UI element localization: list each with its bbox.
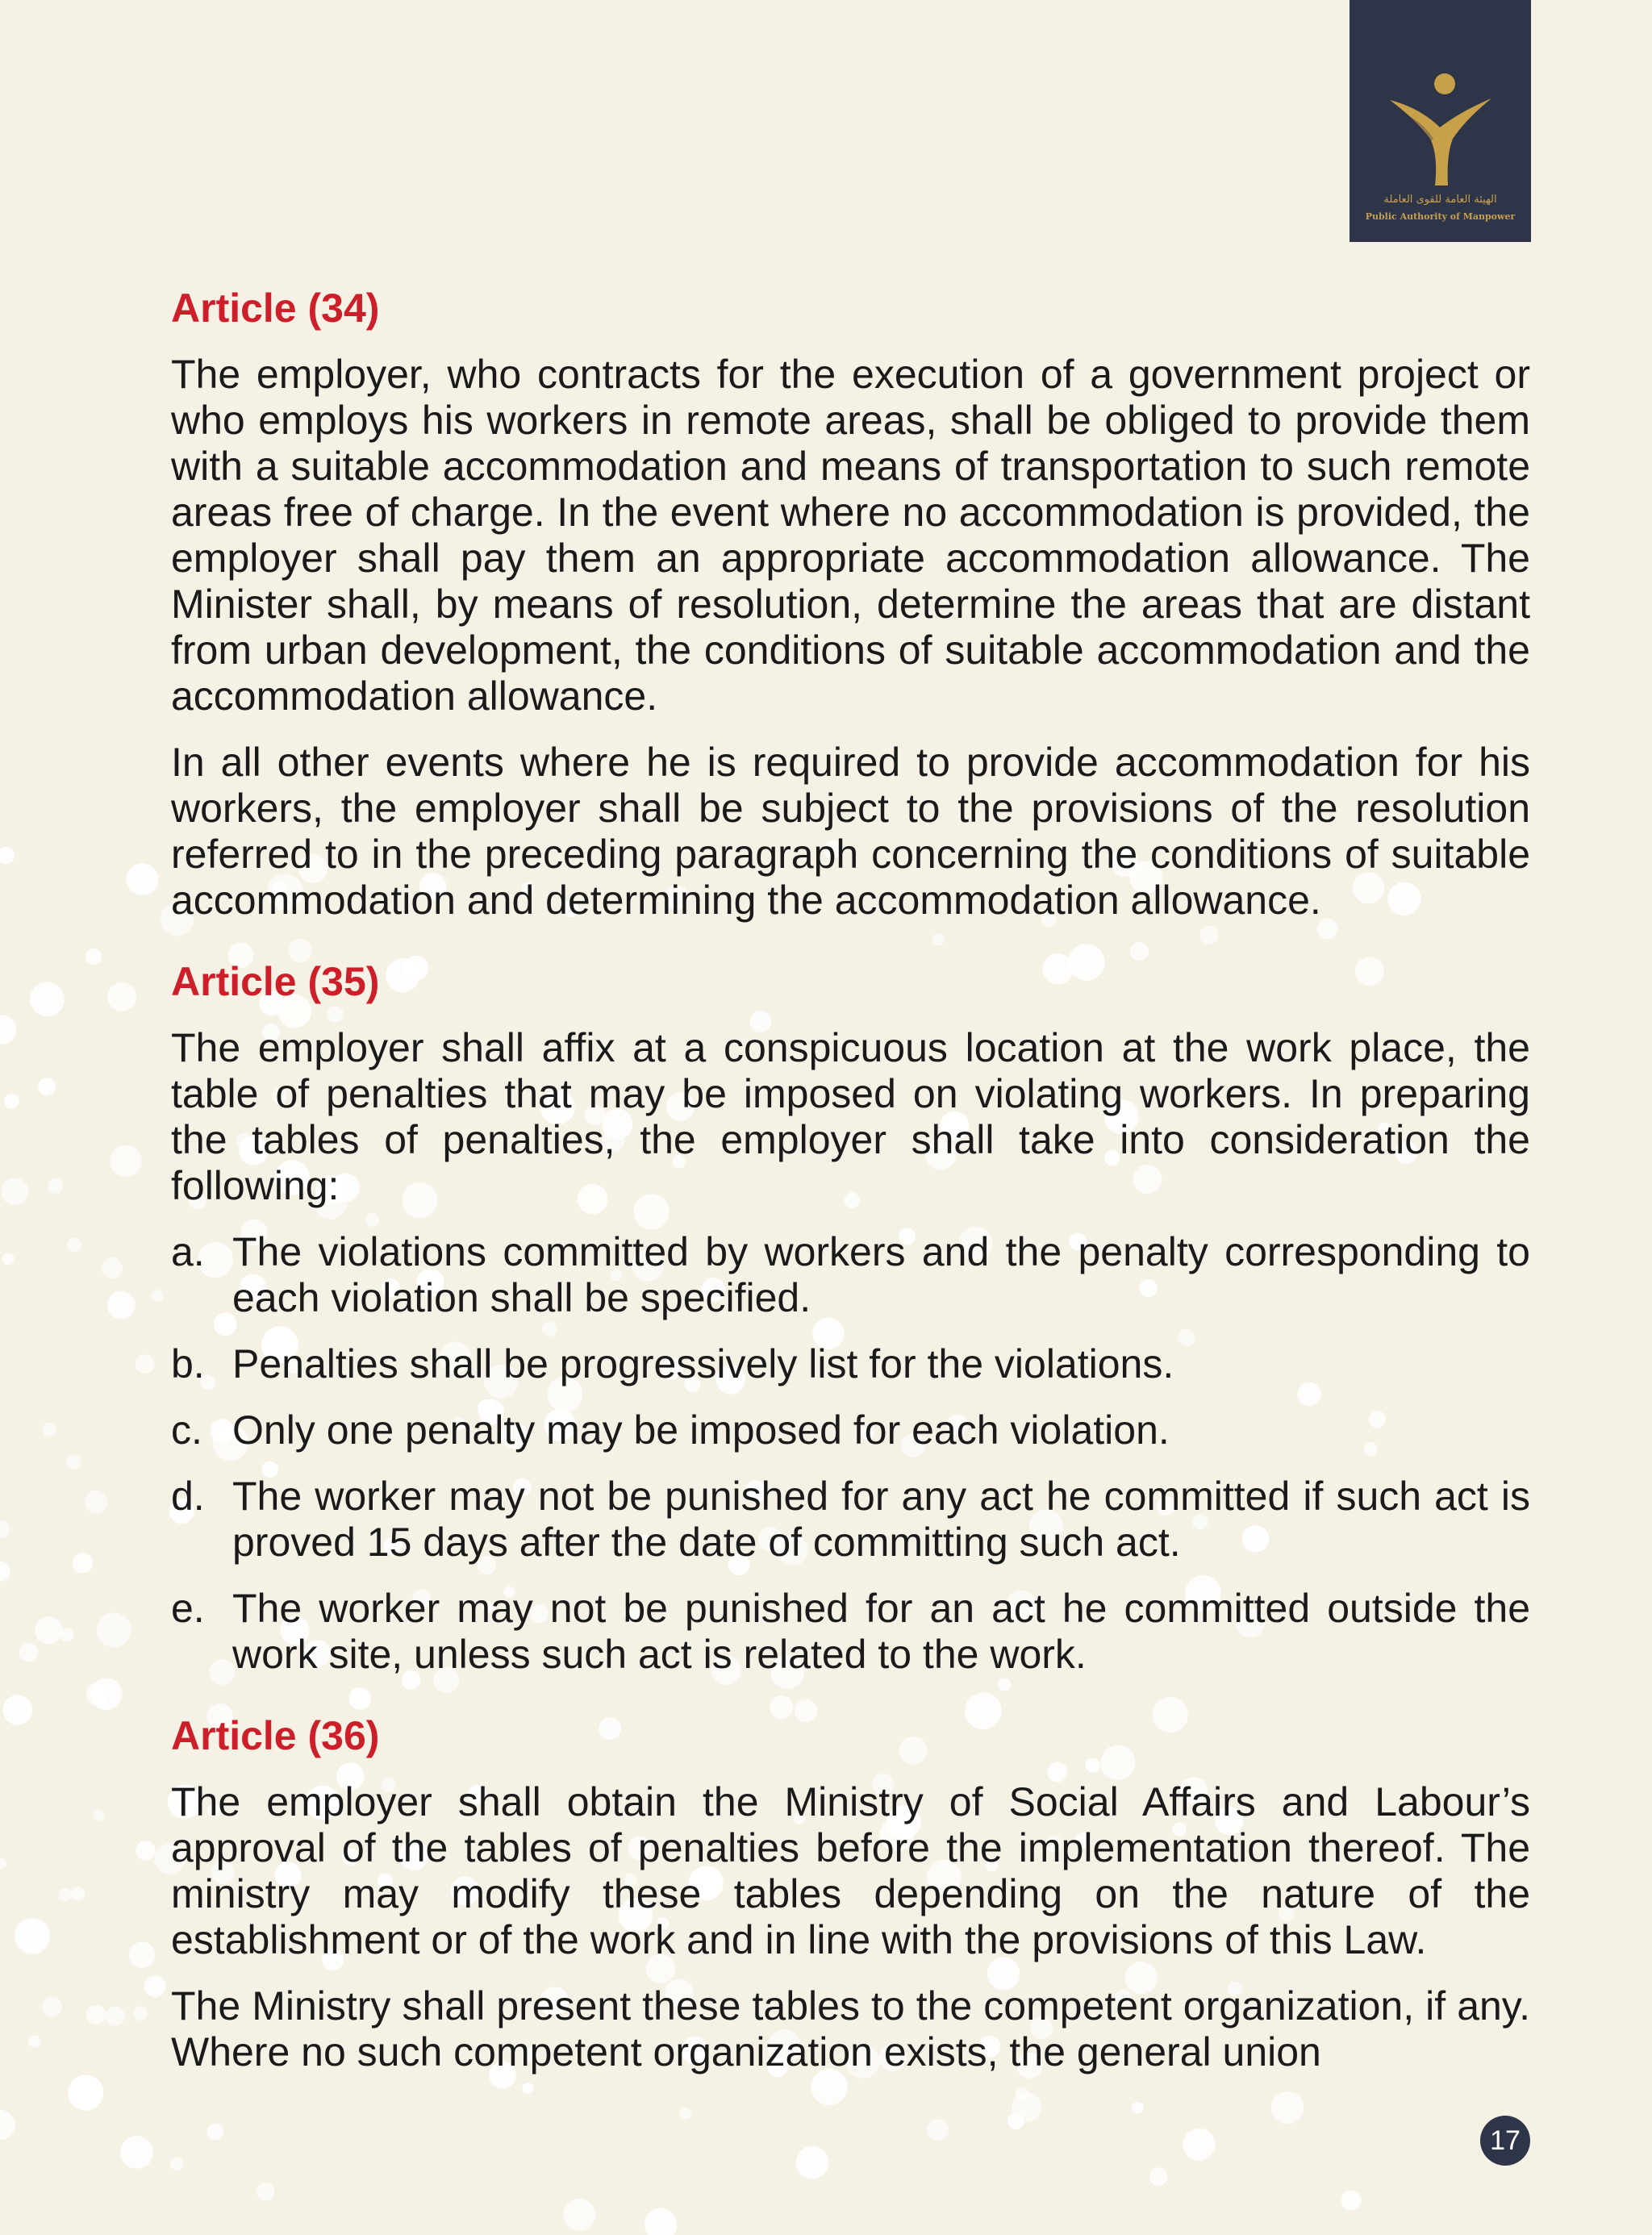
list-item-text: Only one penalty may be imposed for each violation. — [232, 1407, 1170, 1453]
list-marker: a. — [171, 1229, 205, 1274]
logo-arabic-name: الهيئة العامة للقوى العاملة — [1383, 194, 1497, 206]
list-item — [171, 1407, 1530, 1453]
list-item-text: The violations committed by workers and the penalty corresponding to each violation shall be specified. — [232, 1229, 1530, 1320]
list-item-text: The worker may not be punished for any act he committed if such act is proved 15 days after the date of committing such act. — [232, 1474, 1530, 1565]
list-item — [171, 1229, 1530, 1321]
list-marker: d. — [171, 1474, 205, 1519]
article-34 — [171, 282, 1530, 924]
list-item — [171, 1586, 1530, 1678]
article-paragraph: The Ministry shall present these tables to the competent organization, if any. Where no such competent organization exists, the general union — [171, 1983, 1530, 2074]
article-title: Article (35) — [171, 959, 380, 1004]
list-item — [171, 1474, 1530, 1566]
logo-english-name: Public Authority of Manpower — [1365, 211, 1516, 222]
article-paragraph: The employer shall affix at a conspicuous location at the work place, the table of penalties that may be imposed on violating workers. In preparing the tables of penalties, the employer shall take into consideration the following: — [171, 1025, 1530, 1208]
article-title: Article (34) — [171, 286, 380, 331]
article-36 — [171, 1710, 1530, 2075]
list-marker: b. — [171, 1341, 205, 1386]
list-marker: c. — [171, 1407, 202, 1453]
article-paragraph: The employer shall obtain the Ministry of Social Affairs and Labour’s approval of the tables of penalties before the implementation thereof. The ministry may modify these tables depending on the nature of the establishment or of the work and in line with the provisions of this Law. — [171, 1779, 1530, 1962]
authority-emblem-icon — [1388, 71, 1493, 192]
penalty-considerations-list — [171, 1229, 1530, 1678]
list-item-text: Penalties shall be progressively list for the violations. — [232, 1341, 1174, 1386]
page-number: 17 — [1480, 2116, 1530, 2166]
page-content — [171, 282, 1530, 2108]
article-paragraph: The employer, who contracts for the execution of a government project or who employs his workers in remote areas, shall be obliged to provide them with a suitable accommodation and means of transportation to such remote areas free of charge. In the event where no accommodation is provided, the employer shall pay them an appropriate accommodation allowance. The Minister shall, by means of resolution, determine the areas that are distant from urban development, the conditions of suitable accommodation and the accommodation allowance. — [171, 352, 1530, 719]
article-title: Article (36) — [171, 1713, 380, 1758]
list-marker: e. — [171, 1586, 205, 1631]
list-item — [171, 1341, 1530, 1387]
article-35 — [171, 956, 1530, 1678]
list-item-text: The worker may not be punished for an act he committed outside the work site, unless such act is related to the work. — [232, 1586, 1530, 1677]
organization-logo — [1350, 0, 1531, 242]
article-paragraph: In all other events where he is required to provide accommodation for his workers, the employer shall be subject to the provisions of the resolution referred to in the preceding paragraph concerning the conditions of suitable accommodation and determining the accommodation allowance. — [171, 740, 1530, 923]
